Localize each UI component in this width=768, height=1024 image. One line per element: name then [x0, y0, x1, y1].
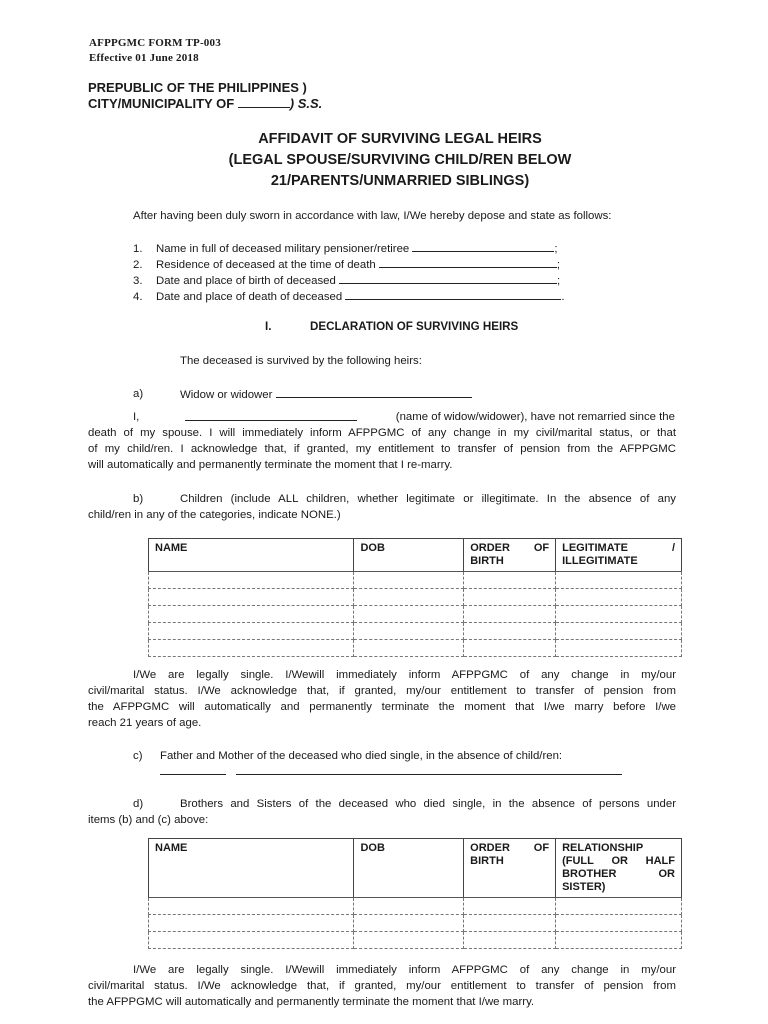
- children-statement-line-1: I/We are legally single. I/Wewill immediately inform AFPPGMC of any change in my/our: [133, 669, 676, 681]
- table-cell[interactable]: [464, 572, 556, 589]
- table-row: [149, 915, 682, 932]
- siblings-col-name-label: NAME: [155, 842, 188, 854]
- table-cell[interactable]: [556, 640, 682, 657]
- siblings-table: [148, 838, 682, 949]
- table-cell[interactable]: [464, 623, 556, 640]
- table-cell[interactable]: [464, 606, 556, 623]
- title-line-2: (LEGAL SPOUSE/SURVIVING CHILD/REN BELOW: [228, 152, 572, 168]
- siblings-col-dob-label: DOB: [360, 842, 385, 854]
- siblings-col-order-c: BIRTH: [470, 855, 504, 867]
- siblings-statement-line-2: civil/marital status. I/We acknowledge that, if granted, my/our entitlement to transfer of pension from: [88, 980, 676, 992]
- widow-marker: a): [133, 388, 144, 400]
- widow-stmt-name-blank[interactable]: [185, 409, 357, 421]
- item-2-label: Residence of deceased at the time of death: [156, 259, 376, 271]
- parents-label: Father and Mother of the deceased who died single, in the absence of child/ren:: [160, 750, 563, 762]
- table-cell[interactable]: [354, 898, 464, 915]
- item-3-end: ;: [557, 275, 561, 287]
- table-cell[interactable]: [556, 606, 682, 623]
- parents-marker: c): [133, 750, 143, 762]
- children-statement-line-2: civil/marital status. I/We acknowledge that, if granted, my/our entitlement to transfer of pension from: [88, 685, 676, 697]
- item-2-end: ;: [556, 259, 561, 271]
- table-row: [149, 572, 682, 589]
- item-2-num: 2.: [133, 259, 143, 271]
- table-cell[interactable]: [149, 572, 354, 589]
- widow-statement-line-2: death of my spouse. I will immediately inform AFPPGMC of any change in my civil/marital status, or that: [88, 427, 676, 439]
- venue-city-blank[interactable]: [238, 96, 290, 108]
- widow-name-blank[interactable]: [276, 386, 472, 398]
- title-line-3: 21/PARENTS/UNMARRIED SIBLINGS): [270, 173, 530, 189]
- table-cell[interactable]: [464, 932, 556, 949]
- item-3-num: 3.: [133, 275, 143, 287]
- siblings-col-order-a: ORDER: [470, 842, 510, 854]
- table-cell[interactable]: [149, 606, 354, 623]
- venue-city-suffix: ) S.S.: [289, 96, 323, 111]
- children-statement-line-4: reach 21 years of age.: [88, 717, 202, 729]
- siblings-col-dob: [354, 839, 464, 898]
- siblings-col-order: [464, 839, 556, 898]
- table-cell[interactable]: [149, 640, 354, 657]
- siblings-col-relationship: [556, 839, 682, 898]
- siblings-statement-line-3: the AFPPGMC will automatically and permanently terminate the moment that I/we marry.: [88, 996, 535, 1008]
- siblings-marker: d): [133, 798, 144, 810]
- table-row: [149, 623, 682, 640]
- table-cell[interactable]: [354, 640, 464, 657]
- venue-city: [88, 96, 322, 112]
- form-code-header: [89, 36, 221, 66]
- children-col-legit-c: ILLEGITIMATE: [562, 555, 638, 567]
- table-cell[interactable]: [149, 623, 354, 640]
- table-cell[interactable]: [149, 932, 354, 949]
- table-cell[interactable]: [556, 898, 682, 915]
- section-1-lead: The deceased is survived by the following heirs:: [180, 355, 422, 367]
- item-4-end: .: [561, 291, 565, 303]
- siblings-col-rel-1: RELATIONSHIP: [562, 842, 644, 854]
- item-1-end: ;: [554, 243, 558, 255]
- parents-blank-2[interactable]: [236, 774, 622, 775]
- table-cell[interactable]: [149, 915, 354, 932]
- table-cell[interactable]: [354, 623, 464, 640]
- children-marker: b): [133, 493, 144, 505]
- siblings-col-rel-2b: OR: [611, 855, 628, 867]
- widow-statement-line-4: will automatically and permanently terminate the moment that I re-marry.: [88, 459, 453, 471]
- siblings-col-rel-2c: HALF: [645, 855, 675, 867]
- children-statement-line-3: the AFPPGMC will automatically and permanently terminate the moment that I/we marry before I/we: [88, 701, 676, 713]
- item-2: [133, 256, 560, 273]
- siblings-col-order-b: OF: [533, 842, 550, 854]
- table-cell[interactable]: [556, 589, 682, 606]
- parents-blank-1[interactable]: [160, 774, 226, 775]
- table-cell[interactable]: [354, 932, 464, 949]
- siblings-col-rel-4: SISTER): [562, 881, 606, 893]
- venue-city-prefix: CITY/MUNICIPALITY OF: [88, 96, 238, 111]
- table-cell[interactable]: [354, 606, 464, 623]
- siblings-col-name: [149, 839, 354, 898]
- children-line-2: child/ren in any of the categories, indicate NONE.): [88, 509, 341, 521]
- table-cell[interactable]: [556, 932, 682, 949]
- table-cell[interactable]: [464, 898, 556, 915]
- children-col-name: [149, 539, 354, 572]
- table-cell[interactable]: [354, 572, 464, 589]
- widow-stmt-prefix: I,: [133, 411, 140, 423]
- table-cell[interactable]: [556, 623, 682, 640]
- item-4-num: 4.: [133, 291, 143, 303]
- section-1-heading: DECLARATION OF SURVIVING HEIRS: [310, 320, 519, 333]
- siblings-line-2: items (b) and (c) above:: [88, 814, 209, 826]
- table-cell[interactable]: [464, 915, 556, 932]
- children-line-1: Children (include ALL children, whether legitimate or illegitimate. In the absence of any: [180, 493, 676, 505]
- siblings-col-rel-2a: (FULL: [562, 855, 594, 867]
- title-line-1: AFFIDAVIT OF SURVIVING LEGAL HEIRS: [258, 131, 542, 147]
- children-col-legit-b: /: [671, 542, 675, 554]
- widow-statement-line-3: of my child/ren. I acknowledge that, if granted, my entitlement to transfer of pension from the AFPPGMC: [88, 443, 676, 455]
- item-1-blank[interactable]: [412, 240, 554, 252]
- item-4: [133, 288, 565, 305]
- children-col-legit: [556, 539, 682, 572]
- table-row: [149, 640, 682, 657]
- table-row: [149, 932, 682, 949]
- children-col-order-b: OF: [533, 542, 550, 554]
- children-table-header: [149, 539, 682, 572]
- table-cell[interactable]: [354, 915, 464, 932]
- table-cell[interactable]: [464, 589, 556, 606]
- table-row: [149, 898, 682, 915]
- table-cell[interactable]: [149, 589, 354, 606]
- item-1-num: 1.: [133, 243, 143, 255]
- section-1-numeral: I.: [265, 320, 272, 333]
- table-cell[interactable]: [556, 915, 682, 932]
- item-2-blank[interactable]: [379, 256, 557, 268]
- children-table: [148, 538, 682, 657]
- widow-field: [180, 386, 472, 403]
- table-cell[interactable]: [464, 640, 556, 657]
- table-cell[interactable]: [556, 572, 682, 589]
- item-4-label: Date and place of death of deceased: [156, 291, 343, 303]
- table-row: [149, 606, 682, 623]
- effective-date: Effective 01 June 2018: [89, 52, 199, 64]
- document-title: [60, 129, 740, 192]
- children-col-order-c: BIRTH: [470, 555, 504, 567]
- item-3: [133, 272, 560, 289]
- table-row: [149, 589, 682, 606]
- venue-republic: PREPUBLIC OF THE PHILIPPINES ): [88, 80, 307, 95]
- siblings-line-1: Brothers and Sisters of the deceased who died single, in the absence of persons under: [180, 798, 676, 810]
- widow-label: Widow or widower: [180, 389, 273, 401]
- children-col-legit-a: LEGITIMATE: [562, 542, 628, 554]
- table-cell[interactable]: [354, 589, 464, 606]
- widow-statement-line-1: [133, 409, 675, 425]
- siblings-col-rel-3a: BROTHER: [562, 868, 617, 880]
- siblings-statement-line-1: I/We are legally single. I/Wewill immediately inform AFPPGMC of any change in my/our: [133, 964, 676, 976]
- children-col-dob: [354, 539, 464, 572]
- item-1: [133, 240, 558, 257]
- venue-block: [88, 80, 322, 112]
- intro-text: After having been duly sworn in accordance with law, I/We hereby depose and state as follows:: [133, 210, 612, 222]
- item-3-label: Date and place of birth of deceased: [156, 275, 336, 287]
- siblings-table-header: [149, 839, 682, 898]
- table-cell[interactable]: [149, 898, 354, 915]
- children-col-name-label: NAME: [155, 542, 188, 554]
- item-4-blank[interactable]: [345, 288, 561, 300]
- widow-stmt-rest: (name of widow/widower), have not remarried since the: [395, 411, 675, 423]
- children-col-order: [464, 539, 556, 572]
- item-1-label: Name in full of deceased military pensioner/retiree: [156, 243, 410, 255]
- item-3-blank[interactable]: [339, 272, 557, 284]
- siblings-col-rel-3b: OR: [658, 868, 675, 880]
- form-code: AFPPGMC FORM TP-003: [89, 37, 221, 49]
- children-col-order-a: ORDER: [470, 542, 510, 554]
- children-col-dob-label: DOB: [360, 542, 385, 554]
